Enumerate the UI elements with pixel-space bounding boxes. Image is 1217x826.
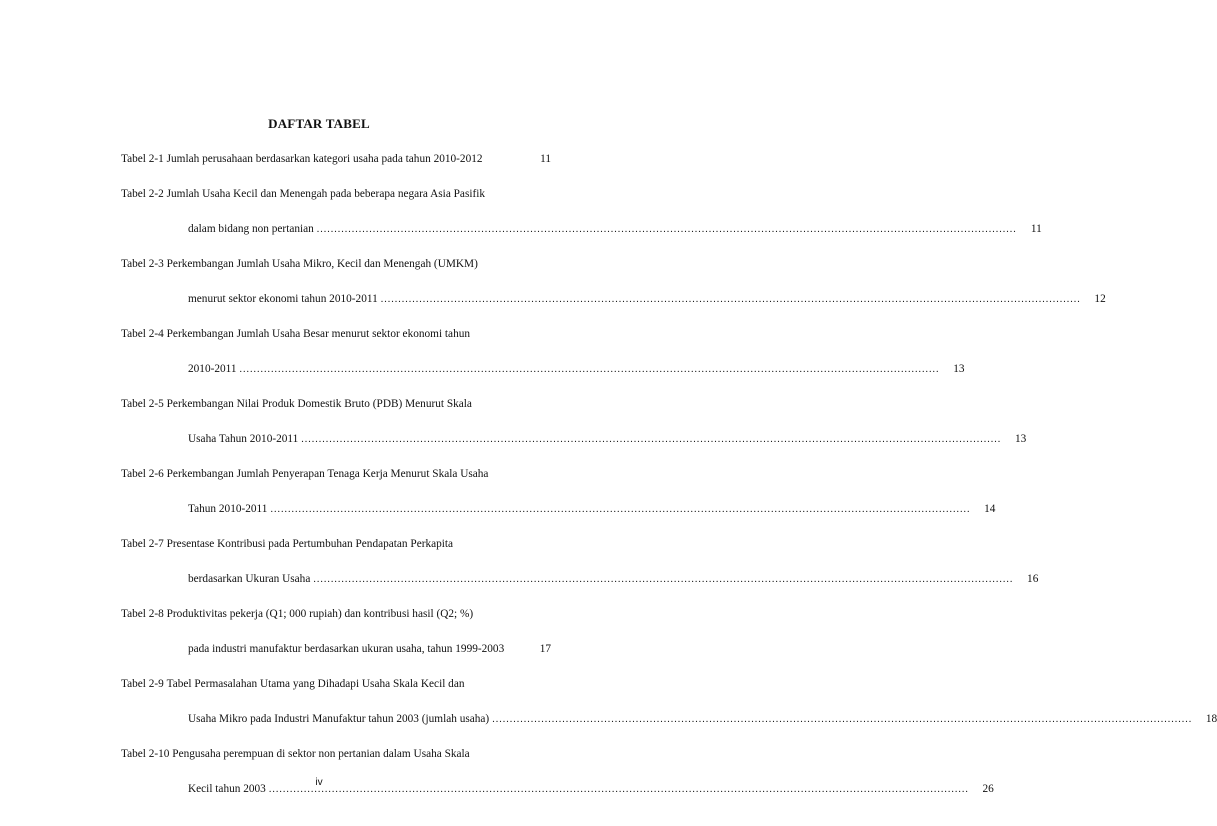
- entry-title: Produktivitas pekerja (Q1; 000 rupiah) dan kontribusi hasil (Q2; %): [166, 608, 474, 620]
- entry-label: Tabel 2-3: [121, 258, 164, 270]
- entry-page-number: 12: [1094, 293, 1106, 305]
- entry-label: Tabel 2-4: [121, 328, 164, 340]
- toc-entry-2-7[interactable]: [121, 535, 1039, 605]
- entry-page-number: 11: [540, 153, 551, 165]
- entry-title: Perkembangan Nilai Produk Domestik Bruto (PDB) Menurut Skala: [166, 398, 472, 410]
- entry-title-continued: Usaha Tahun 2010-2011: [188, 433, 299, 445]
- entry-label: Tabel 2-1: [121, 153, 164, 165]
- entry-page-number: 16: [1027, 573, 1039, 585]
- toc-line-continuation: [121, 500, 996, 535]
- toc-line: [121, 255, 551, 290]
- entry-title: Perkembangan Jumlah Usaha Mikro, Kecil dan Menengah (UMKM): [166, 258, 478, 270]
- entry-title-continued: dalam bidang non pertanian: [188, 223, 314, 235]
- toc-entry-2-5[interactable]: [121, 395, 1027, 465]
- toc-line: [121, 605, 551, 640]
- toc-line: [121, 395, 551, 430]
- entry-title: Pengusaha perempuan di sektor non pertanian dalam Usaha Skala: [172, 748, 470, 760]
- dot-leader: [492, 711, 1192, 729]
- entry-title: Perkembangan Jumlah Penyerapan Tenaga Kerja Menurut Skala Usaha: [166, 468, 489, 480]
- toc-entry-2-3[interactable]: [121, 255, 1106, 325]
- dot-leader: [317, 221, 1017, 239]
- toc-entry-2-6[interactable]: [121, 465, 996, 535]
- entry-label: Tabel 2-9: [121, 678, 164, 690]
- entry-title-continued: berdasarkan Ukuran Usaha: [188, 573, 311, 585]
- entry-label: Tabel 2-6: [121, 468, 164, 480]
- entry-page-number: 18: [1205, 713, 1217, 725]
- entry-title: Tabel Permasalahan Utama yang Dihadapi Usaha Skala Kecil dan: [166, 678, 465, 690]
- toc-line: [121, 745, 551, 780]
- toc-line: [121, 535, 551, 570]
- entry-title-continued: Tahun 2010-2011: [188, 503, 268, 515]
- entry-page-number: 11: [1030, 223, 1042, 235]
- toc-line-continuation: [121, 570, 1039, 605]
- page-number-footer: iv: [315, 777, 323, 788]
- dot-leader: [313, 571, 1013, 589]
- entry-title: Jumlah perusahaan berdasarkan kategori usaha pada tahun 2010-2012: [166, 153, 483, 165]
- entry-title-continued: menurut sektor ekonomi tahun 2010-2011: [188, 293, 378, 305]
- entry-page-number: 17: [539, 643, 551, 655]
- entry-label: Tabel 2-10: [121, 748, 170, 760]
- toc-entry-2-1[interactable]: [121, 150, 551, 185]
- toc-entry-2-9[interactable]: [121, 675, 1217, 745]
- toc-entry-2-4[interactable]: [121, 325, 965, 395]
- entry-page-number: 13: [1014, 433, 1027, 445]
- toc-line-continuation: [121, 360, 965, 395]
- entry-label: Tabel 2-8: [121, 608, 164, 620]
- toc-line-continuation: [121, 290, 1106, 325]
- entry-page-number: 26: [982, 783, 994, 795]
- entry-title-continued: 2010-2011: [188, 363, 237, 375]
- entry-title: Presentase Kontribusi pada Pertumbuhan Pendapatan Perkapita: [166, 538, 454, 550]
- page-title: DAFTAR TABEL: [268, 116, 370, 131]
- toc-line: [121, 185, 551, 220]
- entry-title: Jumlah Usaha Kecil dan Menengah pada beberapa negara Asia Pasifik: [166, 188, 486, 200]
- toc-line: [121, 675, 551, 710]
- toc-line: [121, 150, 551, 185]
- entry-label: Tabel 2-2: [121, 188, 164, 200]
- dot-leader: [270, 501, 970, 519]
- dot-leader: [301, 431, 1001, 449]
- entry-page-number: 14: [984, 503, 996, 515]
- entry-title: Perkembangan Jumlah Usaha Besar menurut sektor ekonomi tahun: [166, 328, 471, 340]
- toc-line: [121, 325, 551, 360]
- toc-line-continuation: [121, 220, 1042, 255]
- toc-line: [121, 465, 551, 500]
- entry-label: Tabel 2-7: [121, 538, 164, 550]
- table-of-tables: [121, 150, 1217, 815]
- toc-line-continuation: [121, 640, 551, 675]
- entry-page-number: 13: [953, 363, 965, 375]
- dot-leader: [381, 291, 1081, 309]
- entry-title-continued: Usaha Mikro pada Industri Manufaktur tahun 2003 (jumlah usaha): [188, 713, 490, 725]
- dot-leader: [240, 361, 940, 379]
- toc-entry-2-8[interactable]: [121, 605, 551, 675]
- entry-title-continued: Kecil tahun 2003: [188, 783, 266, 795]
- entry-title-continued: pada industri manufaktur berdasarkan ukuran usaha, tahun 1999-2003: [188, 643, 505, 655]
- toc-entry-2-2[interactable]: [121, 185, 1042, 255]
- toc-line-continuation: [121, 710, 1217, 745]
- toc-line-continuation: [121, 430, 1027, 465]
- entry-label: Tabel 2-5: [121, 398, 164, 410]
